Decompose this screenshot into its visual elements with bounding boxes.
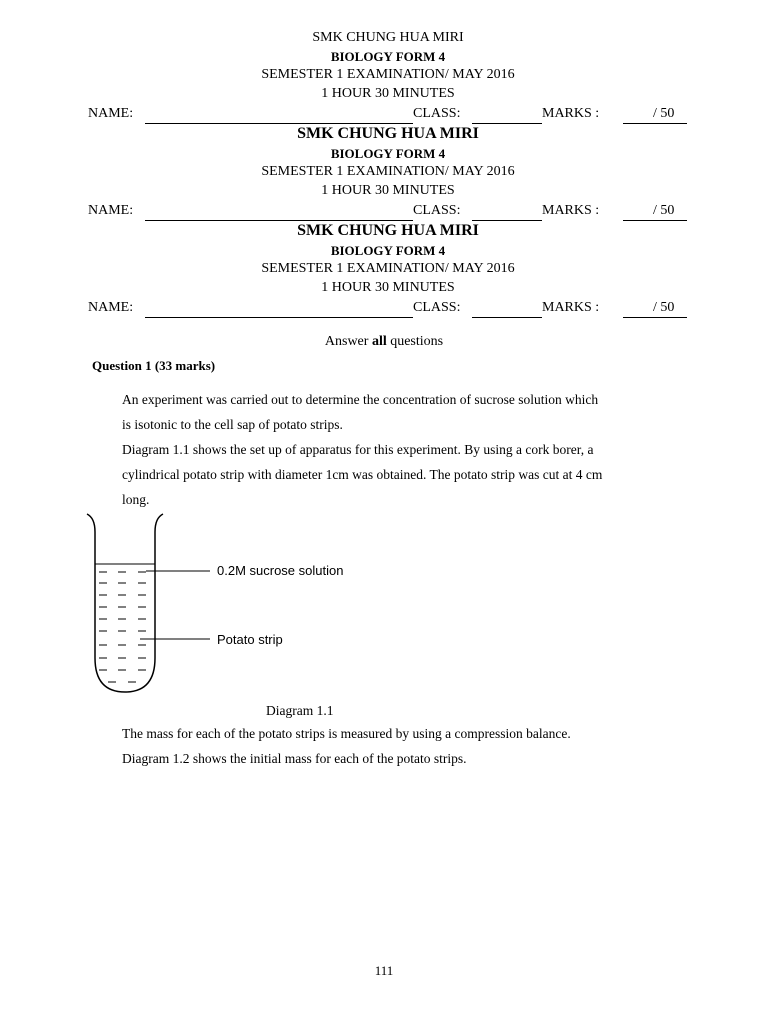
name-label: NAME: xyxy=(88,203,134,218)
test-tube-illustration xyxy=(80,508,400,708)
class-field-line[interactable] xyxy=(472,123,542,124)
exam-duration: 1 HOUR 30 MINUTES xyxy=(321,183,455,198)
marks-field-line[interactable] xyxy=(623,123,687,124)
marks-total: / 50 xyxy=(653,106,675,121)
subject-title: BIOLOGY FORM 4 xyxy=(330,243,446,258)
name-field-line[interactable] xyxy=(145,317,413,318)
text-line: long. xyxy=(122,492,150,507)
instruction-emphasis: all xyxy=(371,334,387,349)
student-info-row xyxy=(88,106,688,124)
marks-field-line[interactable] xyxy=(623,317,687,318)
student-info-row xyxy=(88,203,688,221)
text-line: cylindrical potato strip with diameter 1cm was obtained. The potato strip was cut at 4 cm xyxy=(122,467,603,482)
text-line: Diagram 1.1 shows the set up of apparatus for this experiment. By using a cork borer, a xyxy=(122,442,594,457)
class-label: CLASS: xyxy=(413,300,461,315)
marks-label: MARKS : xyxy=(542,300,600,315)
instruction-suffix: questions xyxy=(386,334,444,349)
question-title: Question 1 (33 marks) xyxy=(92,358,216,373)
text-line: The mass for each of the potato strips is measured by using a compression balance. xyxy=(122,726,571,741)
class-field-line[interactable] xyxy=(472,317,542,318)
exam-duration: 1 HOUR 30 MINUTES xyxy=(321,280,455,295)
marks-field-line[interactable] xyxy=(623,220,687,221)
instruction-line xyxy=(0,334,768,350)
diagram-test-tube xyxy=(80,508,400,708)
instruction-prefix: Answer xyxy=(324,334,372,349)
exam-title: SEMESTER 1 EXAMINATION/ MAY 2016 xyxy=(261,261,515,276)
class-label: CLASS: xyxy=(413,106,461,121)
class-field-line[interactable] xyxy=(472,220,542,221)
exam-duration: 1 HOUR 30 MINUTES xyxy=(321,86,455,101)
name-field-line[interactable] xyxy=(145,220,413,221)
class-label: CLASS: xyxy=(413,203,461,218)
label-potato-strip: Potato strip xyxy=(217,632,283,647)
question-continuation xyxy=(122,721,682,771)
text-line: An experiment was carried out to determine the concentration of sucrose solution which xyxy=(122,392,599,407)
page-number: 111 xyxy=(374,963,394,978)
school-name: SMK CHUNG HUA MIRI xyxy=(297,222,479,239)
diagram-caption: Diagram 1.1 xyxy=(266,703,334,718)
exam-title: SEMESTER 1 EXAMINATION/ MAY 2016 xyxy=(261,67,515,82)
subject-title: BIOLOGY FORM 4 xyxy=(330,146,446,161)
marks-total: / 50 xyxy=(653,203,675,218)
marks-total: / 50 xyxy=(653,300,675,315)
text-line: Diagram 1.2 shows the initial mass for each of the potato strips. xyxy=(122,751,467,766)
text-line: is isotonic to the cell sap of potato strips. xyxy=(122,417,343,432)
marks-label: MARKS : xyxy=(542,106,600,121)
name-label: NAME: xyxy=(88,300,134,315)
label-sucrose-solution: 0.2M sucrose solution xyxy=(217,563,344,578)
marks-label: MARKS : xyxy=(542,203,600,218)
student-info-row xyxy=(88,300,688,318)
school-name: SMK CHUNG HUA MIRI xyxy=(312,30,464,45)
exam-title: SEMESTER 1 EXAMINATION/ MAY 2016 xyxy=(261,164,515,179)
name-field-line[interactable] xyxy=(145,123,413,124)
question-intro xyxy=(122,387,682,512)
name-label: NAME: xyxy=(88,106,134,121)
school-name: SMK CHUNG HUA MIRI xyxy=(297,125,479,142)
subject-title: BIOLOGY FORM 4 xyxy=(330,49,446,64)
